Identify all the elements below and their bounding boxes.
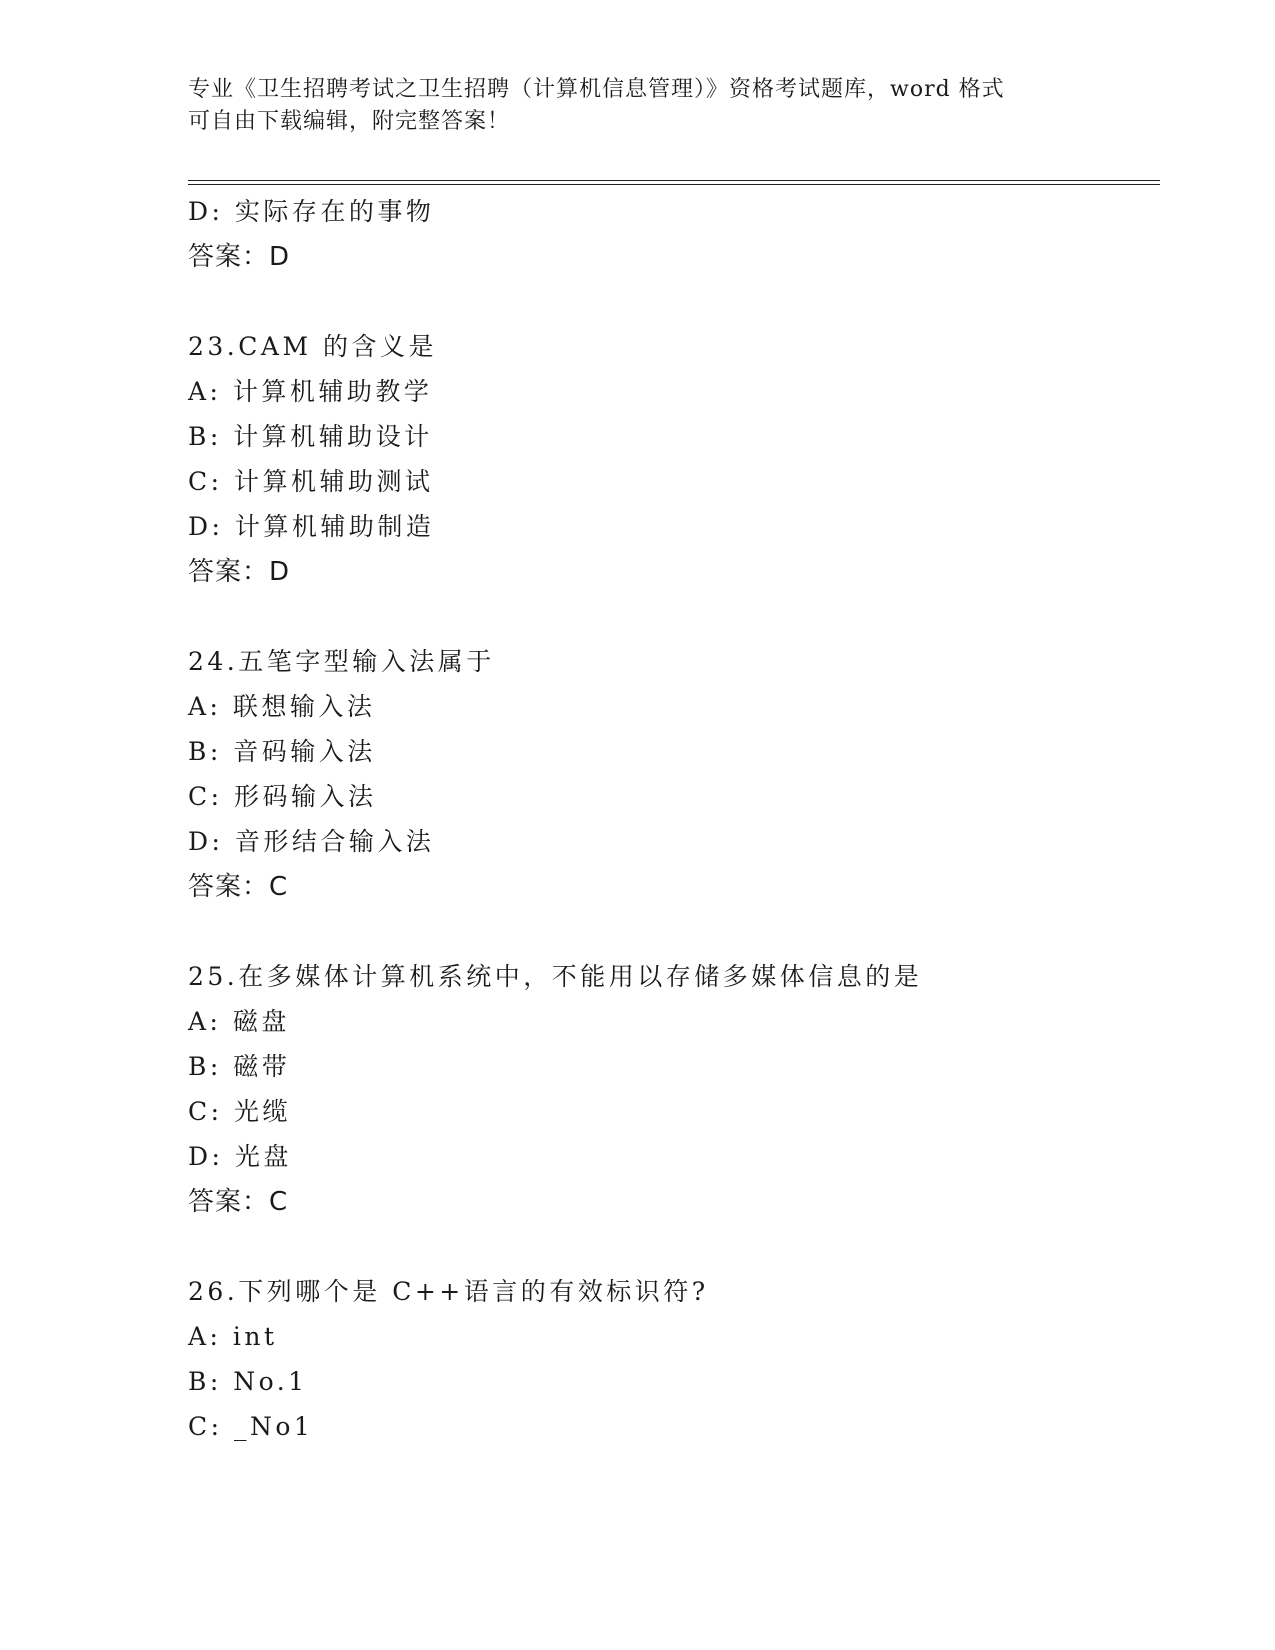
document-header <box>188 74 1088 138</box>
question-24-option-a: A: 联想输入法 <box>188 692 376 721</box>
header-divider-bottom <box>188 184 1160 185</box>
question-25-option-b: B: 磁带 <box>188 1052 291 1081</box>
question-24-answer: 答案：C <box>188 872 289 902</box>
question-24-option-b: B: 音码输入法 <box>188 737 376 766</box>
question-23-option-d: D: 计算机辅助制造 <box>188 512 435 541</box>
question-25-option-a: A: 磁盘 <box>188 1007 290 1036</box>
question-25-option-c: C: 光缆 <box>188 1097 291 1126</box>
question-24-title: 24.五笔字型输入法属于 <box>188 647 495 676</box>
question-26-option-b: B: No.1 <box>188 1367 308 1396</box>
question-24-option-c: C: 形码输入法 <box>188 782 377 811</box>
question-26-option-a: A: int <box>188 1322 278 1351</box>
question-26-option-c: C: _No1 <box>188 1412 314 1441</box>
prev-answer: 答案：D <box>188 242 291 272</box>
question-25-option-d: D: 光盘 <box>188 1142 292 1171</box>
question-23-option-a: A: 计算机辅助教学 <box>188 377 433 406</box>
question-25-answer: 答案：C <box>188 1187 289 1217</box>
header-divider-top <box>188 180 1160 181</box>
question-23-answer: 答案：D <box>188 557 291 587</box>
prev-option-d: D: 实际存在的事物 <box>188 197 435 226</box>
question-25-title: 25.在多媒体计算机系统中，不能用以存储多媒体信息的是 <box>188 962 923 991</box>
question-23-option-c: C: 计算机辅助测试 <box>188 467 434 496</box>
question-24-option-d: D: 音形结合输入法 <box>188 827 435 856</box>
question-23-option-b: B: 计算机辅助设计 <box>188 422 433 451</box>
question-26-title: 26.下列哪个是 C++语言的有效标识符? <box>188 1277 709 1306</box>
header-line-2: 可自由下载编辑，附完整答案！ <box>188 109 511 134</box>
header-line-1: 专业《卫生招聘考试之卫生招聘（计算机信息管理）》资格考试题库，word 格式 <box>188 77 1005 102</box>
question-23-title: 23.CAM 的含义是 <box>188 332 437 361</box>
